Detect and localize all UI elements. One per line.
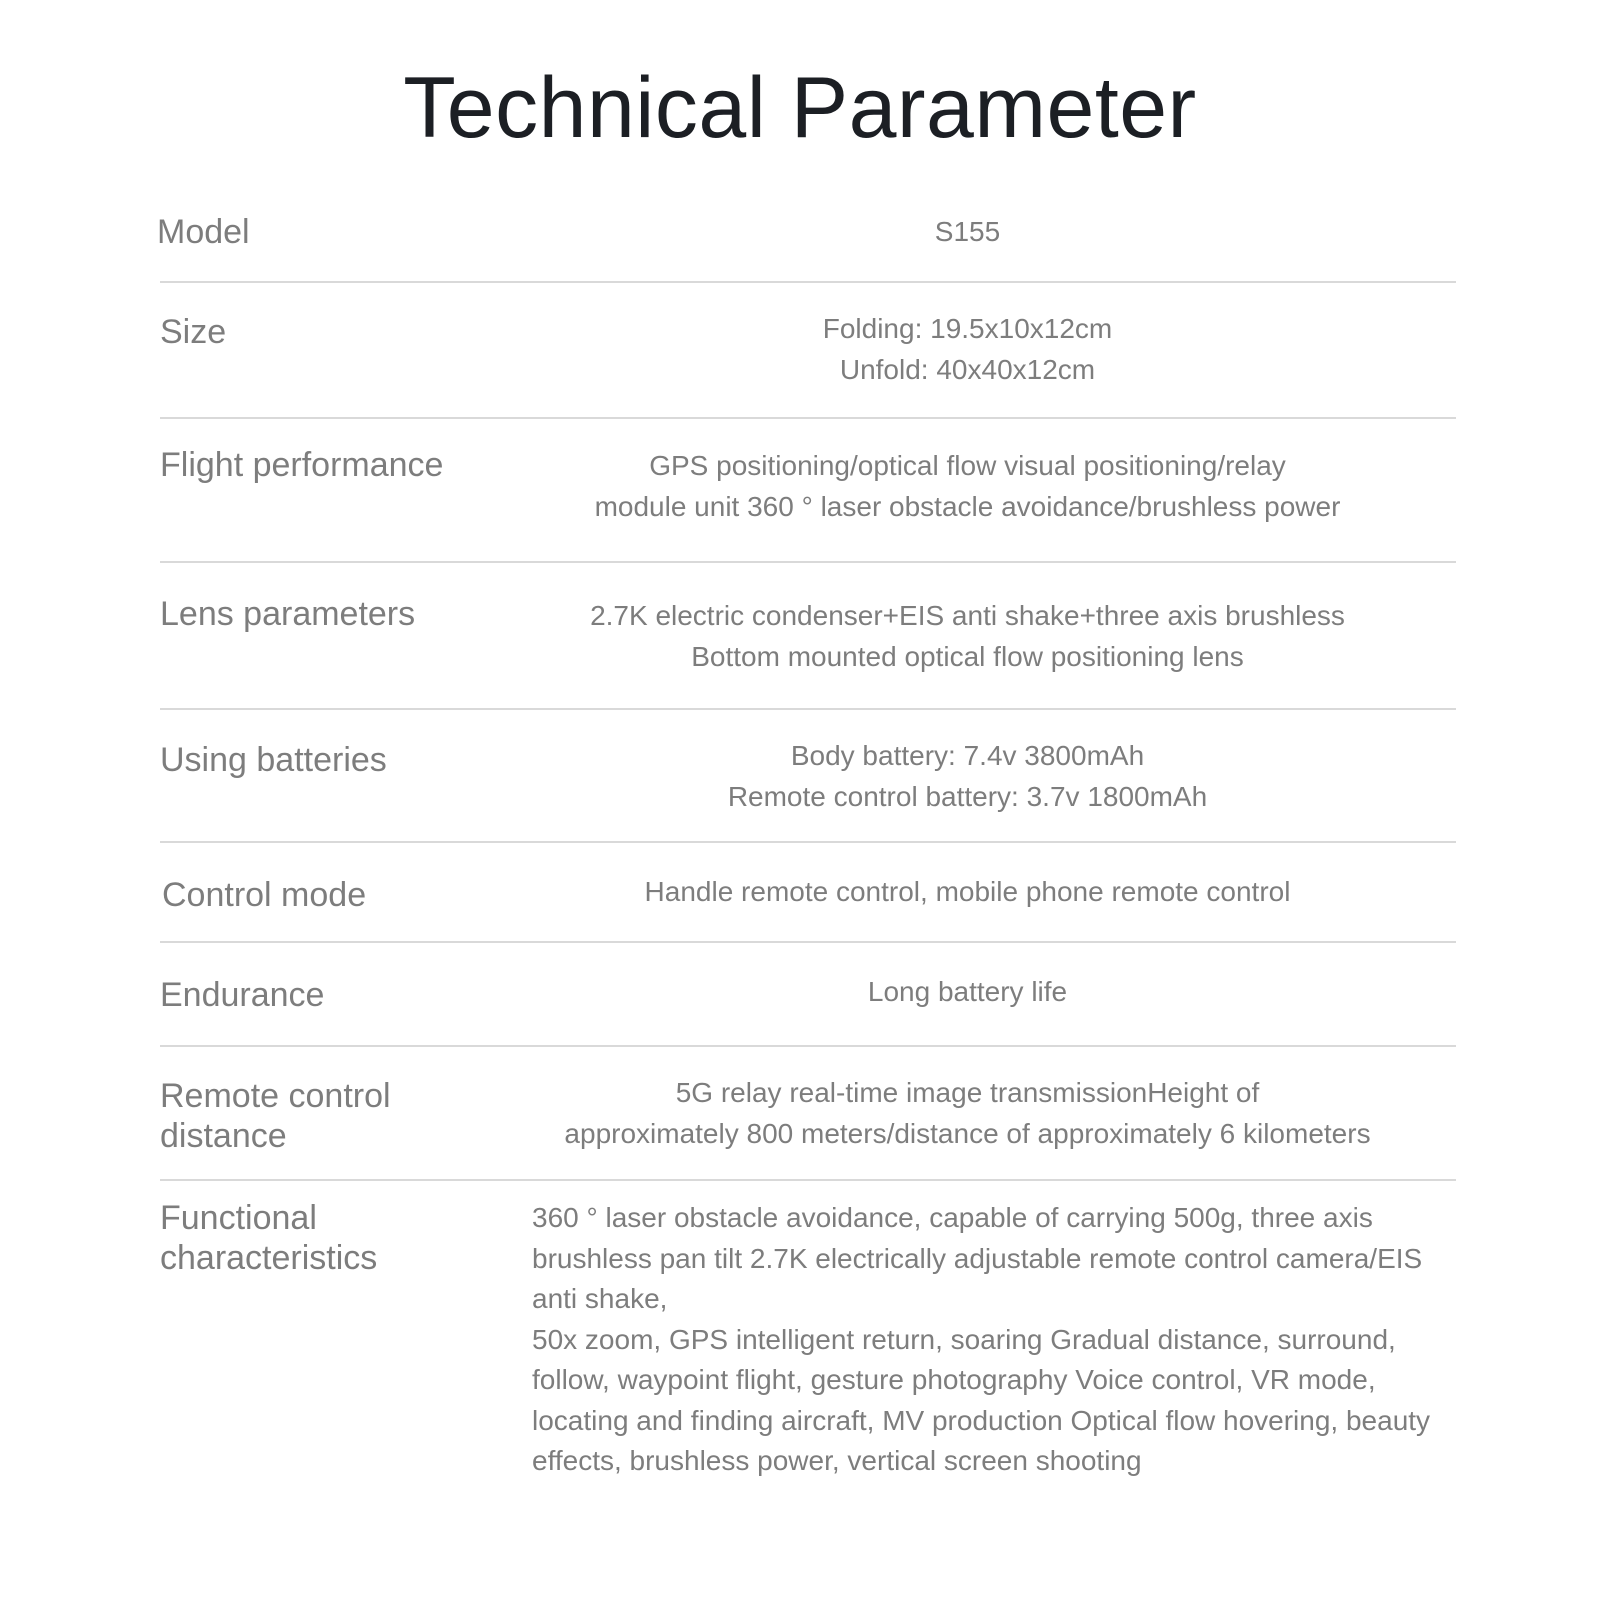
- spec-value-line: Unfold: 40x40x12cm: [839, 353, 1096, 385]
- row-divider: [160, 561, 1456, 563]
- spec-value: [490, 972, 1445, 1013]
- spec-value: [532, 1198, 1456, 1482]
- spec-label: Model: [157, 213, 250, 251]
- spec-value-line: Folding: 19.5x10x12cm: [822, 313, 1113, 344]
- row-divider: [160, 417, 1456, 419]
- spec-label-line: Remote control: [160, 1077, 391, 1115]
- spec-value-line: module unit 360 ° laser obstacle avoidance/brushless power: [594, 490, 1341, 522]
- row-divider: [160, 1179, 1456, 1181]
- spec-label: Endurance: [160, 976, 325, 1014]
- row-divider: [160, 281, 1456, 283]
- spec-value-line: 2.7K electric condenser+EIS anti shake+three axis brushless: [590, 600, 1345, 631]
- spec-value-line: GPS positioning/optical flow visual positioning/relay: [649, 450, 1286, 481]
- spec-value-line: S155: [934, 216, 1001, 247]
- spec-value-line: locating and finding aircraft, MV production Optical flow hovering, beauty: [532, 1404, 1431, 1436]
- spec-value-line: 5G relay real-time image transmissionHeight of: [675, 1077, 1260, 1108]
- spec-label: Size: [160, 313, 227, 351]
- page-title: Technical Parameter: [403, 60, 1197, 156]
- spec-label-line: Functional: [160, 1199, 317, 1237]
- spec-value: [490, 736, 1445, 817]
- spec-value: [490, 872, 1445, 913]
- spec-value-line: 360 ° laser obstacle avoidance, capable of carrying 500g, three axis: [532, 1202, 1373, 1233]
- row-divider: [160, 941, 1456, 943]
- spec-label: Control mode: [162, 876, 367, 914]
- spec-value-line: Handle remote control, mobile phone remote control: [644, 876, 1291, 907]
- spec-value: [490, 1073, 1445, 1154]
- spec-label: Lens parameters: [160, 595, 416, 633]
- spec-value: [490, 212, 1445, 253]
- spec-label: [160, 1076, 391, 1156]
- spec-value-line: effects, brushless power, vertical screen shooting: [532, 1445, 1142, 1476]
- spec-value-line: Bottom mounted optical flow positioning lens: [691, 640, 1244, 672]
- spec-label: Flight performance: [160, 446, 444, 484]
- spec-value: [490, 309, 1445, 390]
- row-divider: [160, 1045, 1456, 1047]
- spec-label: Using batteries: [160, 741, 387, 779]
- row-divider: [160, 841, 1456, 843]
- spec-value-line: approximately 800 meters/distance of approximately 6 kilometers: [564, 1117, 1371, 1149]
- spec-label-line: characteristics: [160, 1239, 378, 1277]
- spec-value-line: brushless pan tilt 2.7K electrically adjustable remote control camera/EIS: [532, 1242, 1423, 1274]
- spec-value-line: follow, waypoint flight, gesture photography Voice control, VR mode,: [532, 1364, 1376, 1395]
- spec-value-line: Remote control battery: 3.7v 1800mAh: [727, 780, 1208, 812]
- spec-label: [160, 1198, 377, 1278]
- row-divider: [160, 708, 1456, 710]
- spec-label-line: distance: [160, 1117, 287, 1155]
- spec-value-line: anti shake,: [532, 1283, 668, 1314]
- spec-value-line: Long battery life: [867, 976, 1068, 1007]
- spec-value-line: 50x zoom, GPS intelligent return, soaring Gradual distance, surround,: [532, 1323, 1396, 1355]
- spec-value: [490, 446, 1445, 527]
- spec-value: [490, 596, 1445, 677]
- spec-value-line: Body battery: 7.4v 3800mAh: [790, 740, 1145, 771]
